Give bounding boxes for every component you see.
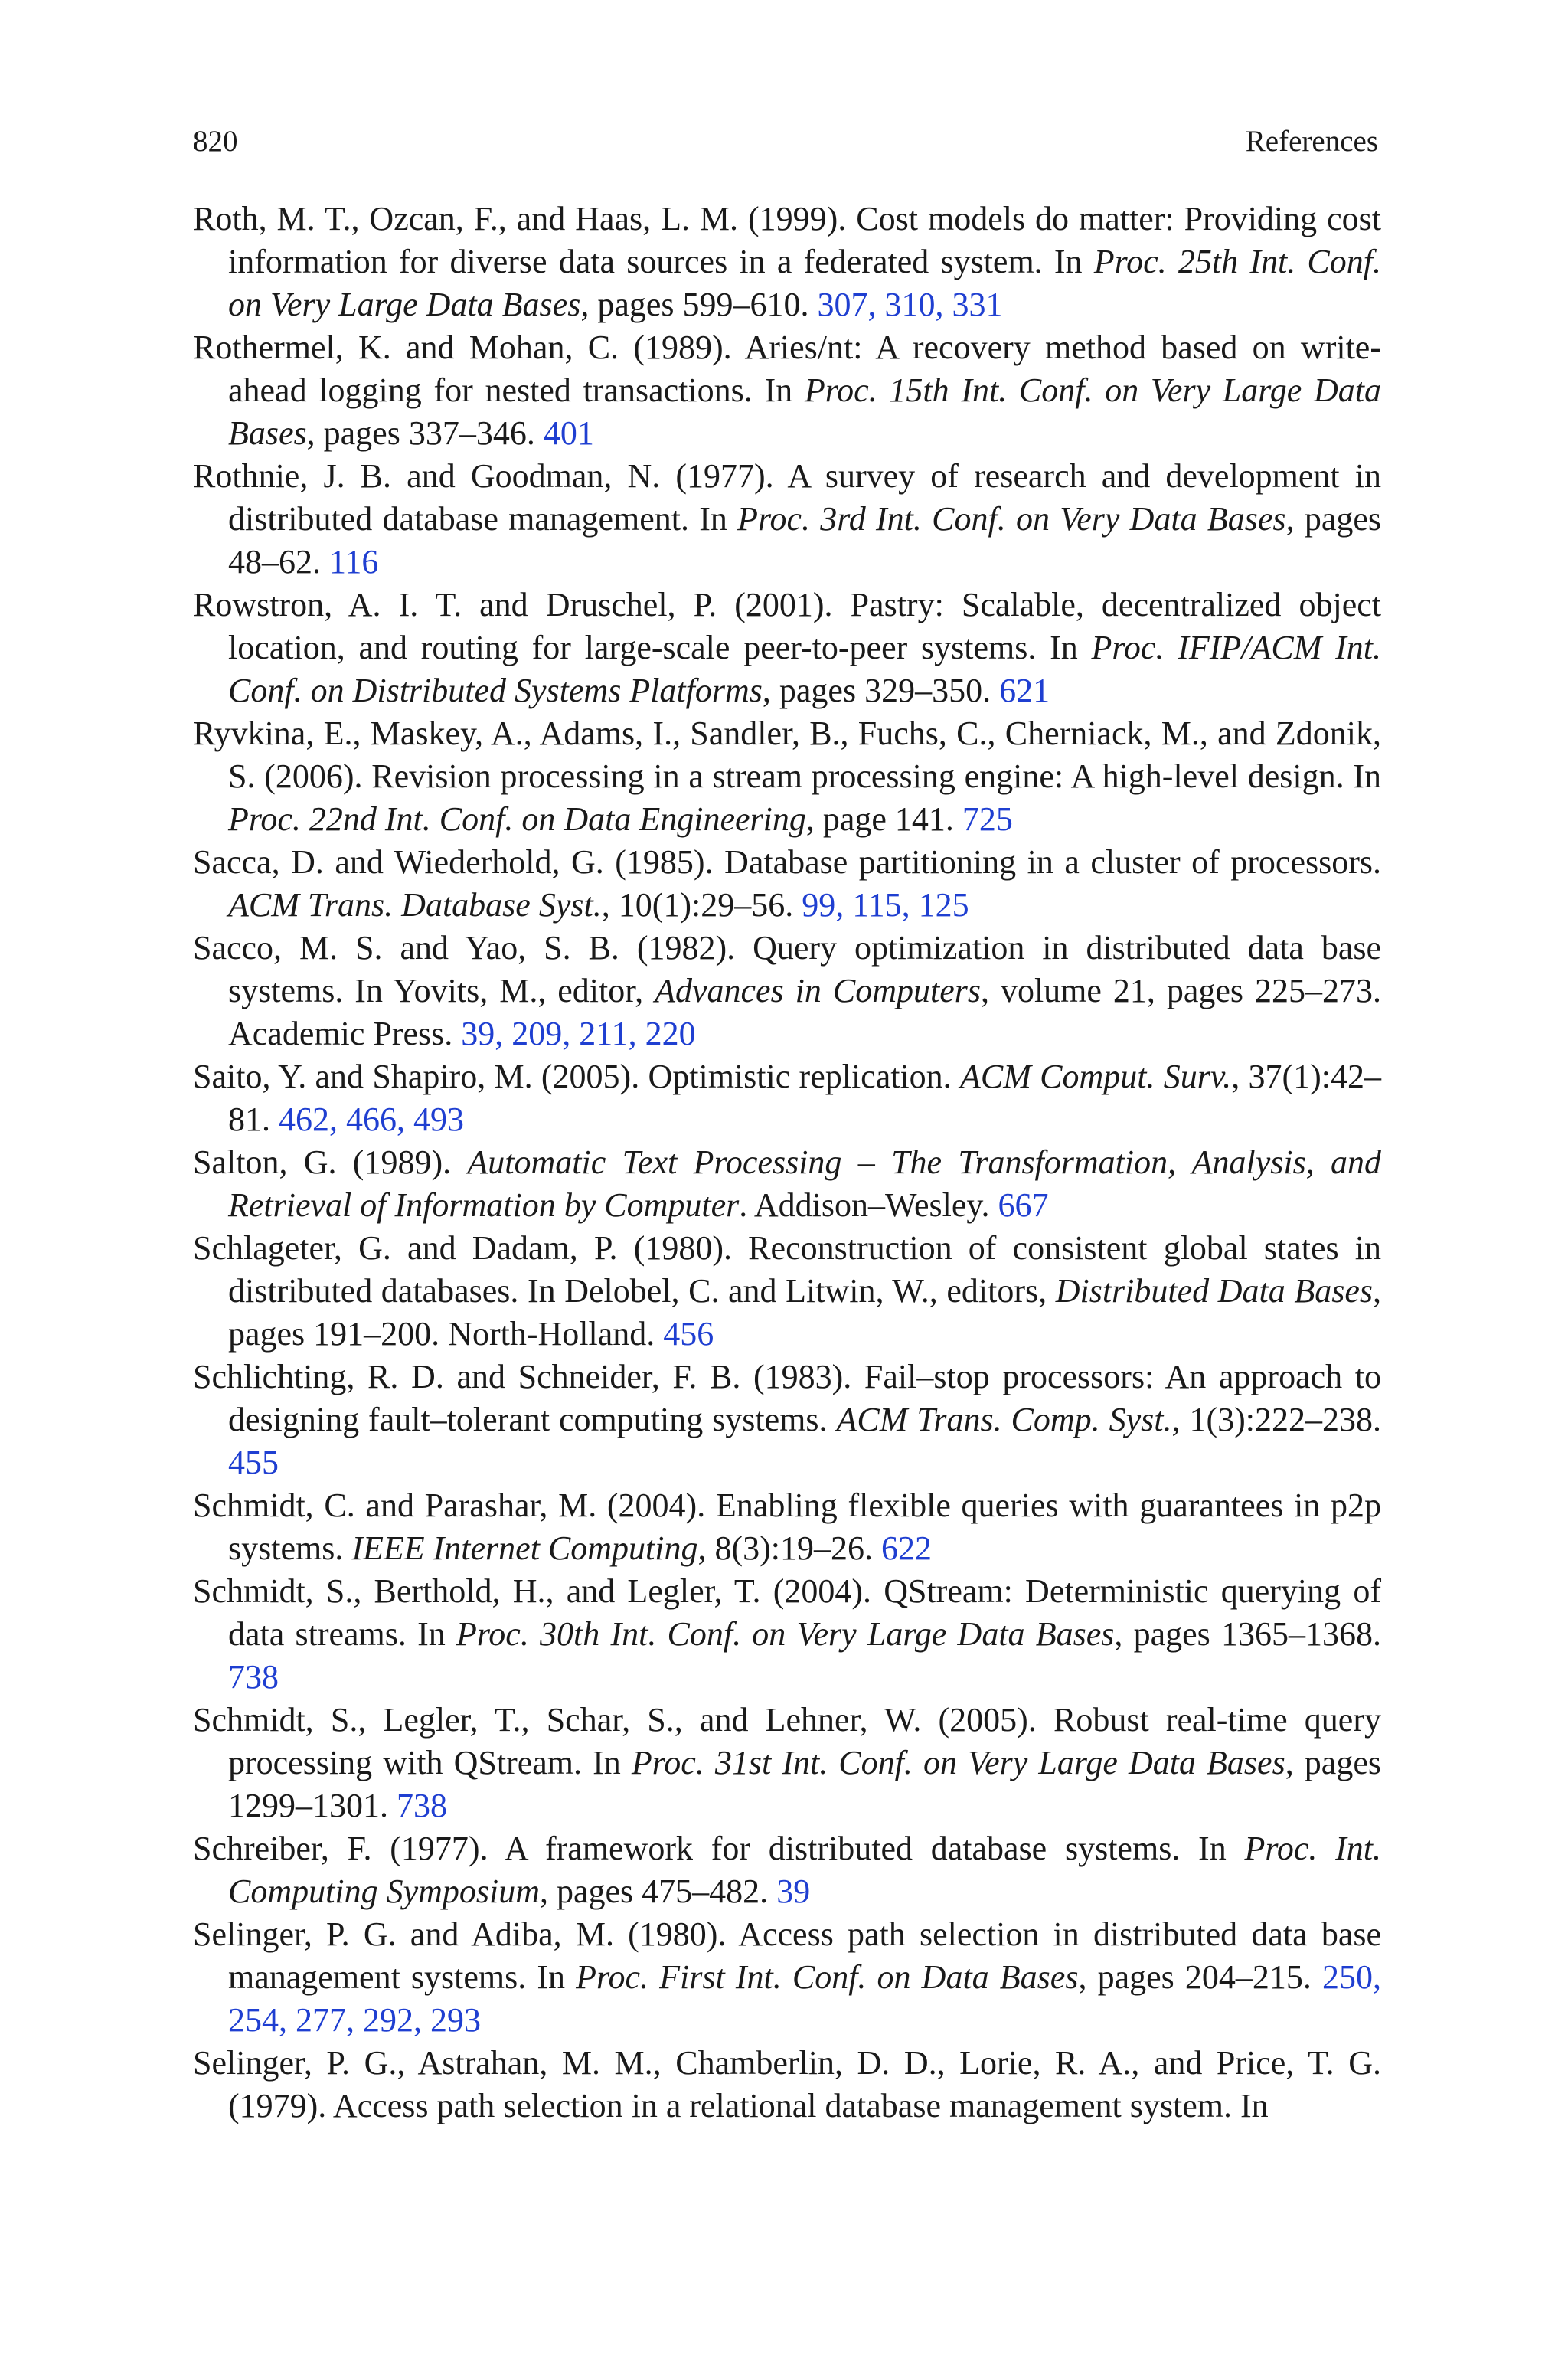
reference-entry xyxy=(193,841,1381,927)
reference-entry xyxy=(193,326,1381,455)
reference-text: Ryvkina, E., Maskey, A., Adams, I., Sandler, B., Fuchs, C., Cherniack, M., and Zdonik, S. (2006). Revision processing in a stream processing engine: A high-level design. In xyxy=(193,715,1381,795)
reference-entry xyxy=(193,455,1381,584)
reference-text: , 1(3):222–238. xyxy=(1171,1401,1381,1438)
backref-group xyxy=(228,1658,279,1696)
reference-entry xyxy=(193,1141,1381,1227)
reference-venue: Proc. 31st Int. Conf. on Very Large Data Bases xyxy=(631,1744,1285,1781)
reference-venue: Proc. 25th Int. Conf. on Very Large Data Bases xyxy=(228,243,1381,323)
backref-group xyxy=(329,543,378,581)
backref-link[interactable]: 621 xyxy=(999,672,1050,709)
backref-link[interactable]: 456 xyxy=(663,1315,714,1353)
reference-entry xyxy=(193,1055,1381,1141)
backref-link[interactable]: 250 xyxy=(1322,1958,1373,1996)
backref-link[interactable]: 401 xyxy=(543,414,594,452)
backref-link[interactable]: 220 xyxy=(645,1015,696,1052)
reference-text: , pages 475–482. xyxy=(540,1873,777,1910)
reference-venue: IEEE Internet Computing xyxy=(351,1529,698,1567)
reference-venue: Advances in Computers xyxy=(655,972,981,1009)
reference-venue: Proc. 22nd Int. Conf. on Data Engineering xyxy=(228,800,806,838)
reference-text: Salton, G. (1989). xyxy=(193,1143,468,1181)
reference-venue: ACM Comput. Surv. xyxy=(959,1058,1232,1095)
backref-link[interactable]: 462 xyxy=(279,1101,329,1138)
running-head: References xyxy=(1245,125,1378,158)
reference-entry xyxy=(193,1699,1381,1827)
reference-text: Rothnie, J. B. and Goodman, N. (1977). A survey of research and development in distributed database management. In xyxy=(193,457,1381,538)
reference-text: Rowstron, A. I. T. and Druschel, P. (2001). Pastry: Scalable, decentralized object location, and routing for large-scale peer-to-peer systems. In xyxy=(193,586,1381,666)
reference-text: Sacco, M. S. and Yao, S. B. (1982). Query optimization in distributed data base systems. In Yovits, M., editor, xyxy=(193,929,1381,1009)
backref-link[interactable]: 310 xyxy=(884,286,936,323)
backref-link[interactable]: 211 xyxy=(579,1015,629,1052)
backref-link[interactable]: 307 xyxy=(817,286,868,323)
reference-entry xyxy=(193,584,1381,712)
reference-text: Roth, M. T., Ozcan, F., and Haas, L. M. (1999). Cost models do matter: Providing cost information for diverse data sources in a federated system. In xyxy=(193,200,1381,280)
reference-text: Selinger, P. G. and Adiba, M. (1980). Access path selection in distributed data base management systems. In xyxy=(193,1915,1381,1996)
backref-group xyxy=(998,1186,1049,1224)
reference-entry xyxy=(193,1484,1381,1570)
backref-link[interactable]: 622 xyxy=(881,1529,933,1567)
reference-text: , page 141. xyxy=(805,800,962,838)
reference-venue: ACM Trans. Comp. Syst. xyxy=(836,1401,1172,1438)
backref-group: 307, 310, 331 xyxy=(817,286,1003,323)
backref-group xyxy=(397,1787,447,1824)
reference-entry xyxy=(193,1827,1381,1913)
backref-link[interactable]: 667 xyxy=(998,1186,1049,1224)
backref-link[interactable]: 738 xyxy=(397,1787,447,1824)
page-number: 820 xyxy=(193,125,238,158)
reference-list xyxy=(193,198,1381,2128)
reference-entry xyxy=(193,1356,1381,1484)
reference-venue: Distributed Data Bases xyxy=(1055,1272,1373,1310)
reference-venue: Proc. First Int. Conf. on Data Bases xyxy=(576,1958,1079,1996)
reference-entry xyxy=(193,2042,1381,2128)
backref-link[interactable]: 39 xyxy=(776,1873,811,1910)
reference-text: , 37(1):42–81. xyxy=(228,1058,1382,1138)
reference-venue: Proc. 15th Int. Conf. on Very Large Data Bases xyxy=(228,371,1382,452)
reference-venue: Proc. IFIP/ACM Int. Conf. on Distributed Systems Platforms xyxy=(228,629,1381,709)
backref-group xyxy=(881,1529,932,1567)
reference-venue: Proc. 30th Int. Conf. on Very Large Data Bases xyxy=(456,1615,1115,1653)
backref-link[interactable]: 331 xyxy=(952,286,1003,323)
backref-link[interactable]: 116 xyxy=(329,543,379,581)
reference-text: Schlageter, G. and Dadam, P. (1980). Reconstruction of consistent global states in distributed databases. In Delobel, C. and Litwin, W., editors, xyxy=(193,1229,1381,1310)
reference-text: , pages 1299–1301. xyxy=(228,1744,1381,1824)
page-header xyxy=(193,123,1378,161)
reference-text: . Addison–Wesley. xyxy=(739,1186,998,1224)
backref-group xyxy=(663,1315,714,1353)
reference-text: Saito, Y. and Shapiro, M. (2005). Optimistic replication. xyxy=(193,1058,960,1095)
reference-venue: Automatic Text Processing – The Transformation, Analysis, and Retrieval of Information by Computer xyxy=(228,1143,1382,1224)
reference-text: , volume 21, pages 225–273. Academic Press. xyxy=(228,972,1381,1052)
backref-link[interactable]: 115 xyxy=(852,886,902,924)
reference-text: , pages 329–350. xyxy=(762,672,1000,709)
backref-link[interactable]: 39 xyxy=(461,1015,495,1052)
backref-link[interactable]: 209 xyxy=(511,1015,563,1052)
backref-group: 99, 115, 125 xyxy=(802,886,969,924)
reference-text: , pages 337–346. xyxy=(306,414,544,452)
reference-entry xyxy=(193,712,1381,841)
backref-group: 39, 209, 211, 220 xyxy=(461,1015,696,1052)
reference-text: , pages 191–200. North-Holland. xyxy=(228,1272,1381,1353)
reference-text: Schmidt, C. and Parashar, M. (2004). Enabling flexible queries with guarantees in p2p systems. xyxy=(193,1487,1381,1567)
backref-link[interactable]: 493 xyxy=(413,1101,464,1138)
reference-venue: ACM Trans. Database Syst. xyxy=(228,886,602,924)
reference-venue: Proc. Int. Computing Symposium xyxy=(228,1830,1381,1910)
backref-link[interactable]: 455 xyxy=(228,1444,279,1481)
reference-text: Schmidt, S., Berthold, H., and Legler, T. (2004). QStream: Deterministic querying of data streams. In xyxy=(193,1572,1381,1653)
reference-entry xyxy=(193,1227,1381,1356)
reference-entry xyxy=(193,1570,1381,1699)
reference-entry xyxy=(193,198,1381,326)
reference-text: , pages 599–610. xyxy=(580,286,818,323)
backref-group xyxy=(544,414,594,452)
reference-text: , pages 204–215. xyxy=(1078,1958,1322,1996)
backref-link[interactable]: 292 xyxy=(363,2001,413,2039)
backref-group: 250, 254, 277, 292, 293 xyxy=(228,1958,1381,2039)
reference-text: Schmidt, S., Legler, T., Schar, S., and Lehner, W. (2005). Robust real-time query processing with QStream. In xyxy=(193,1701,1381,1781)
backref-link[interactable]: 99 xyxy=(802,886,836,924)
backref-link[interactable]: 466 xyxy=(346,1101,397,1138)
backref-group xyxy=(962,800,1013,838)
reference-text: Schlichting, R. D. and Schneider, F. B. (1983). Fail–stop processors: An approach to designing fault–tolerant computing systems. xyxy=(193,1358,1381,1438)
backref-link[interactable]: 277 xyxy=(296,2001,346,2039)
reference-text: , 8(3):19–26. xyxy=(697,1529,882,1567)
backref-link[interactable]: 254 xyxy=(228,2001,279,2039)
backref-link[interactable]: 738 xyxy=(228,1658,279,1696)
reference-text: , pages 48–62. xyxy=(228,500,1381,581)
reference-entry xyxy=(193,1913,1381,2042)
reference-text: Rothermel, K. and Mohan, C. (1989). Aries/nt: A recovery method based on write-ahead logging for nested transactions. In xyxy=(193,329,1381,409)
reference-text: Selinger, P. G., Astrahan, M. M., Chamberlin, D. D., Lorie, R. A., and Price, T. G. (1979). Access path selection in a relational database management system. In xyxy=(193,2044,1381,2124)
backref-group xyxy=(999,672,1050,709)
backref-link[interactable]: 293 xyxy=(430,2001,481,2039)
backref-group: 462, 466, 493 xyxy=(279,1101,464,1138)
reference-text: Schreiber, F. (1977). A framework for distributed database systems. In xyxy=(193,1830,1245,1867)
backref-group xyxy=(228,1444,279,1481)
reference-entry xyxy=(193,927,1381,1055)
backref-link[interactable]: 725 xyxy=(962,800,1013,838)
reference-text: , pages 1365–1368. xyxy=(1114,1615,1381,1653)
reference-text: Sacca, D. and Wiederhold, G. (1985). Database partitioning in a cluster of processors. xyxy=(193,843,1381,881)
reference-text: , 10(1):29–56. xyxy=(601,886,802,924)
backref-link[interactable]: 125 xyxy=(918,886,969,924)
reference-venue: Proc. 3rd Int. Conf. on Very Data Bases xyxy=(737,500,1286,538)
backref-group xyxy=(776,1873,810,1910)
